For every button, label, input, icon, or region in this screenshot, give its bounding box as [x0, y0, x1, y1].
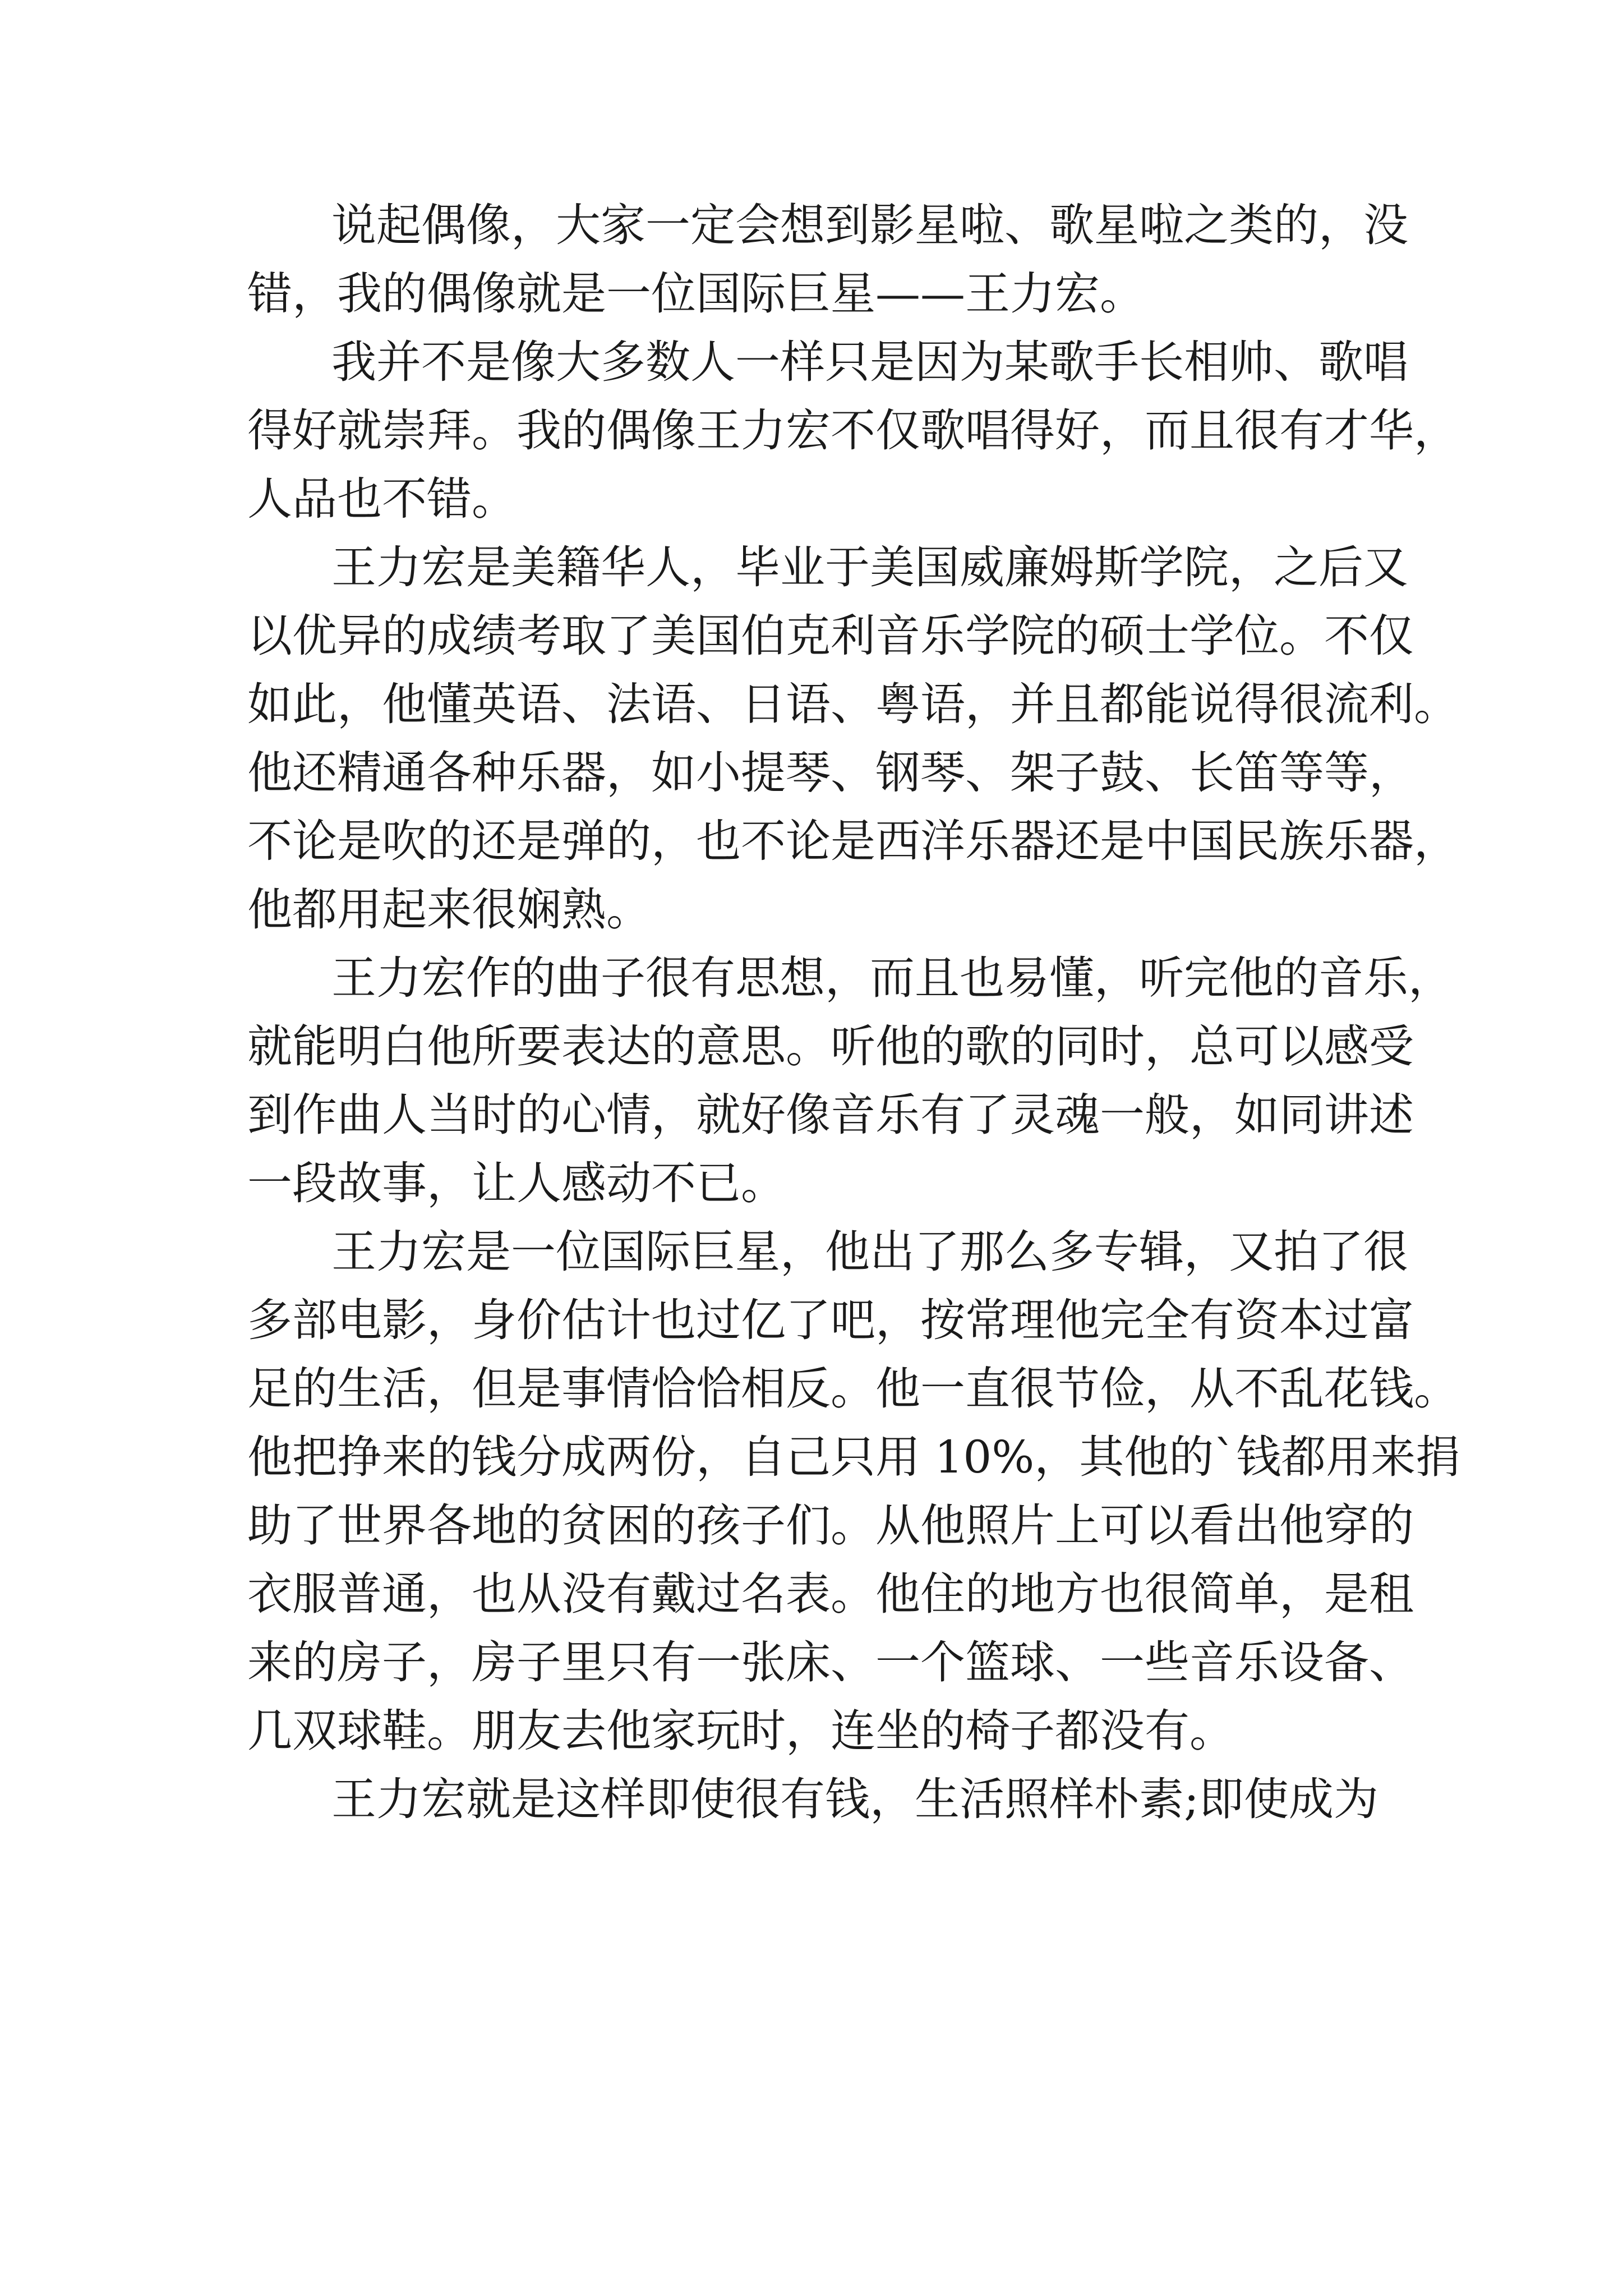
text-line: 多部电影，身价估计也过亿了吧，按常理他完全有资本过富	[247, 1294, 1414, 1346]
text-line: 衣服普通，也从没有戴过名表。他住的地方也很简单，是租	[247, 1568, 1414, 1620]
text-line: 人品也不错。	[247, 473, 517, 525]
text-line: 足的生活，但是事情恰恰相反。他一直很节俭，从不乱花钱。	[247, 1363, 1459, 1415]
text-line: 得好就崇拜。我的偶像王力宏不仅歌唱得好，而且很有才华，	[247, 404, 1459, 457]
text-line: 王力宏是美籍华人，毕业于美国威廉姆斯学院，之后又	[331, 541, 1408, 593]
text-line: 王力宏作的曲子很有思想，而且也易懂，听完他的音乐，	[331, 952, 1453, 1004]
text-line: 就能明白他所要表达的意思。听他的歌的同时，总可以感受	[247, 1020, 1414, 1073]
text-line: 几双球鞋。朋友去他家玩时，连坐的椅子都没有。	[247, 1705, 1234, 1757]
text-line: 以优异的成绩考取了美国伯克利音乐学院的硕士学位。不仅	[247, 610, 1414, 662]
text-line: 到作曲人当时的心情，就好像音乐有了灵魂一般，如同讲述	[247, 1089, 1414, 1141]
text-line: 来的房子，房子里只有一张床、一个篮球、一些音乐设备、	[247, 1636, 1414, 1688]
text-line: 助了世界各地的贫困的孩子们。从他照片上可以看出他穿的	[247, 1499, 1414, 1552]
text-line: 如此，他懂英语、法语、日语、粤语，并且都能说得很流利。	[247, 678, 1459, 730]
text-line: 王力宏是一位国际巨星，他出了那么多专辑，又拍了很	[331, 1226, 1408, 1278]
text-line: 他都用起来很娴熟。	[247, 884, 651, 936]
text-line: 错，我的偶像就是一位国际巨星——王力宏。	[247, 268, 1145, 320]
text-line: 他还精通各种乐器，如小提琴、钢琴、架子鼓、长笛等等，	[247, 747, 1414, 799]
text-line: 一段故事，让人感动不已。	[247, 1157, 786, 1209]
text-line: 说起偶像，大家一定会想到影星啦、歌星啦之类的，没	[331, 199, 1408, 251]
text-line: 王力宏就是这样即使很有钱，生活照样朴素;即使成为	[331, 1773, 1378, 1825]
text-line: 他把挣来的钱分成两份，自己只用 10%，其他的`钱都用来捐	[247, 1431, 1461, 1483]
text-line: 我并不是像大多数人一样只是因为某歌手长相帅、歌唱	[331, 336, 1408, 388]
text-line: 不论是吹的还是弹的，也不论是西洋乐器还是中国民族乐器，	[247, 815, 1459, 867]
